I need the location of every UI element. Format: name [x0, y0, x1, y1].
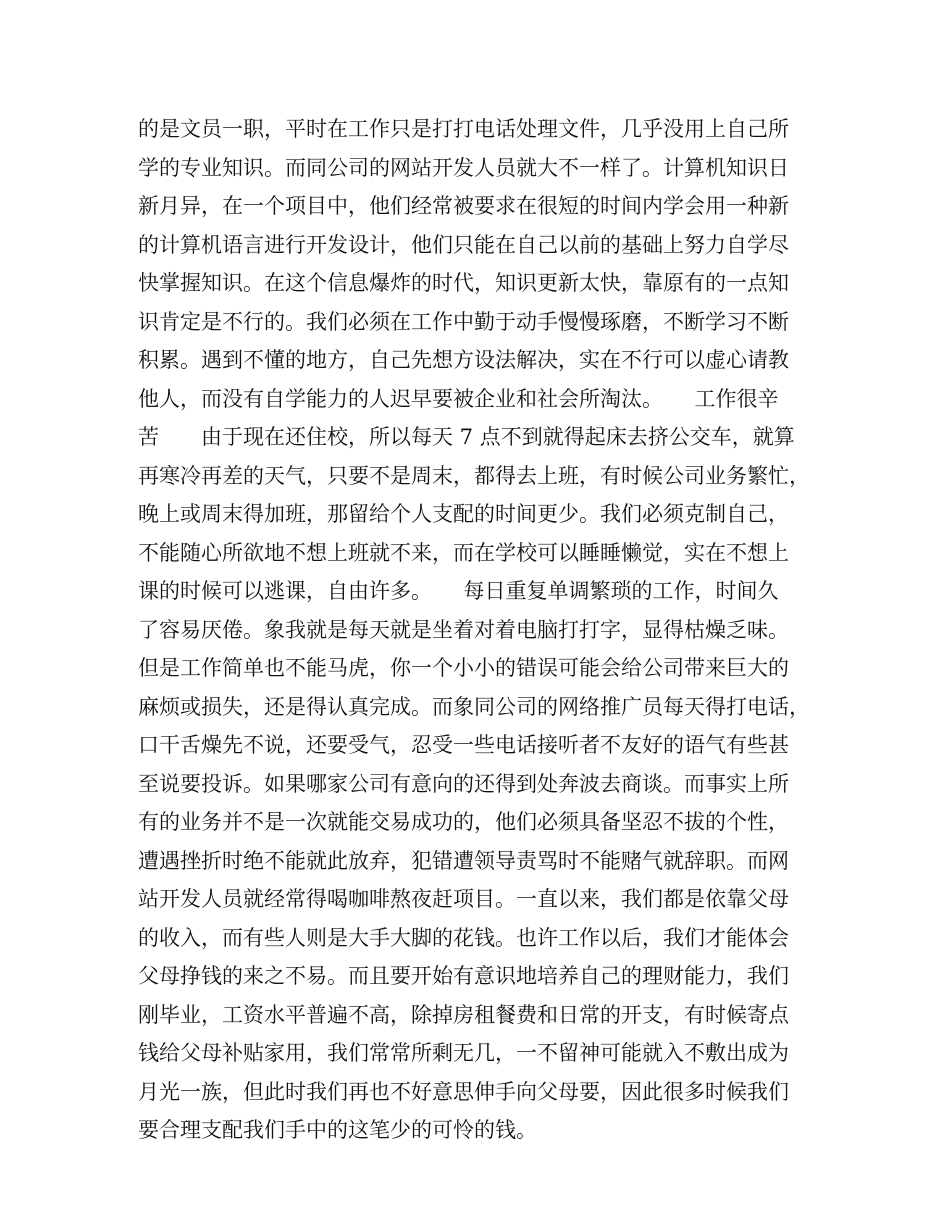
text-line: 的是文员一职，平时在工作只是打打电话处理文件，几乎没用上自己所	[138, 117, 789, 141]
text-line: 了容易厌倦。象我就是每天就是坐着对着电脑打打字，显得枯燥乏味。	[138, 617, 789, 642]
text-line: 但是工作简单也不能马虎，你一个小小的错误可能会给公司带来巨大的	[138, 656, 789, 680]
text-line: 课的时候可以逃课，自由许多。 每日重复单调繁琐的工作，时间久	[138, 579, 779, 603]
text-line: 父母挣钱的来之不易。而且要开始有意识地培养自己的理财能力，我们	[138, 964, 789, 988]
text-line: 有的业务并不是一次就能交易成功的，他们必须具备坚忍不拔的个性，	[138, 810, 789, 834]
text-line: 麻烦或损失，还是得认真完成。而象同公司的网络推广员每天得打电话，	[138, 694, 810, 719]
text-line: 的计算机语言进行开发设计，他们只能在自己以前的基础上努力自学尽	[138, 232, 789, 257]
text-line: 钱给父母补贴家用，我们常常所剩无几，一不留神可能就入不敷出成为	[138, 1041, 789, 1065]
text-line: 月光一族，但此时我们再也不好意思伸手向父母要，因此很多时候我们	[138, 1079, 789, 1104]
text-line: 再寒冷再差的天气，只要不是周末，都得去上班，有时候公司业务繁忙，	[138, 463, 810, 488]
text-line: 的收入，而有些人则是大手大脚的花钱。也许工作以后，我们才能体会	[138, 925, 789, 950]
text-line: 他人，而没有自学能力的人迟早要被企业和社会所淘汰。 工作很辛	[138, 386, 779, 411]
text-line: 新月异，在一个项目中，他们经常被要求在很短的时间内学会用一种新	[138, 194, 789, 218]
text-line: 至说要投诉。如果哪家公司有意向的还得到处奔波去商谈。而事实上所	[138, 771, 789, 796]
text-line: 不能随心所欲地不想上班就不来，而在学校可以睡睡懒觉，实在不想上	[138, 540, 789, 565]
text-line: 积累。遇到不懂的地方，自己先想方设法解决，实在不行可以虚心请教	[138, 348, 789, 372]
text-line: 学的专业知识。而同公司的网站开发人员就大不一样了。计算机知识日	[138, 155, 789, 180]
text-line: 要合理支配我们手中的这笔少的可怜的钱。	[138, 1118, 537, 1142]
text-line: 口干舌燥先不说，还要受气，忍受一些电话接听者不友好的语气有些甚	[138, 733, 789, 757]
text-line: 晚上或周末得加班，那留给个人支配的时间更少。我们必须克制自己，	[138, 502, 789, 526]
text-line: 遭遇挫折时绝不能就此放弃，犯错遭领导责骂时不能赌气就辞职。而网	[138, 848, 789, 873]
text-line: 识肯定是不行的。我们必须在工作中勤于动手慢慢琢磨，不断学习不断	[138, 309, 789, 334]
text-line: 刚毕业，工资水平普遍不高，除掉房租餐费和日常的开支，有时候寄点	[138, 1002, 789, 1027]
text-line: 苦 由于现在还住校，所以每天 7 点不到就得起床去挤公交车，就算	[138, 425, 795, 449]
body-text	[138, 110, 828, 1150]
text-line: 快掌握知识。在这个信息爆炸的时代，知识更新太快，靠原有的一点知	[138, 271, 789, 295]
text-line: 站开发人员就经常得喝咖啡熬夜赶项目。一直以来，我们都是依靠父母	[138, 887, 789, 911]
